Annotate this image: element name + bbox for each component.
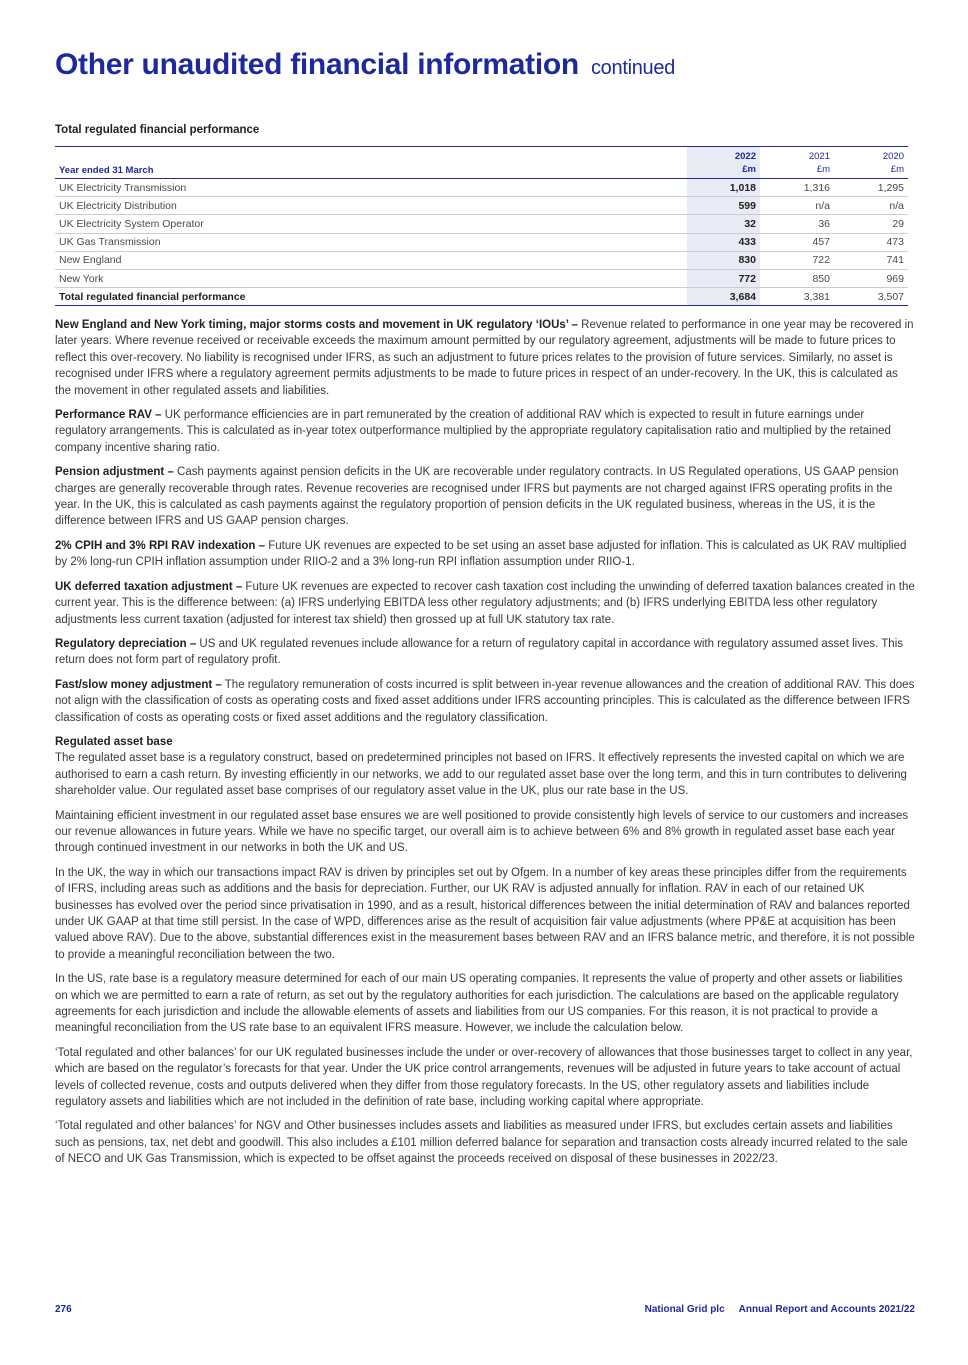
value-2022: 433 [687,233,760,251]
value-2021: 1,316 [760,179,834,197]
footer-right [645,1304,915,1315]
paragraph-heading: Performance RAV – [55,409,162,422]
row-label: New England [55,251,687,269]
paragraph-text: The regulatory remuneration of costs incurred is split between in-year revenue allowances and the creation of additional RAV. This does not align with the classification of costs as operating costs and fixed asset additions under IFRS accounting principles. This is calculated as the difference between IFRS classification of costs as operating costs or fixed asset additions and the regulatory classification. [55,678,915,724]
total-label: Total regulated financial performance [55,288,687,306]
paragraph-text: Revenue related to performance in one year may be recovered in later years. Where revenue received or receivable exceeds the maximum amount permitted by our regulatory agreement, adjustments will be made to future prices to reflect this over-recovery. No liability is recognised under IFRS, as such an adjustment to future prices relates to the provision of future services. Similarly, no asset is recognised under IFRS where a regulatory agreement permits adjustments to be made to future prices in respect of an under-recovery. In the UK, this is calculated as the movement in other regulated assets and liabilities. [55,319,914,397]
rab-paragraph: The regulated asset base is a regulatory construct, based on predetermined principles not based on IFRS. It effectively represents the invested capital on which we are authorised to earn a cash return. By investing efficiently in our networks, we add to our regulated asset base over the long term, and this in turn contributes to delivering shareholder value. Our regulated asset base comprises of our regulatory asset value in the UK, plus our rate base in the US. [55,752,907,798]
column-year: 2022 [734,151,756,162]
row-label: New York [55,269,687,287]
paragraph-heading: 2% CPIH and 3% RPI RAV indexation – [55,539,266,552]
value-2022: 772 [687,269,760,287]
value-2020: 1,295 [834,179,908,197]
value-2021: n/a [760,197,834,215]
paragraph-heading: New England and New York timing, major storms costs and movement in UK regulatory ‘IOUs’ – [55,319,578,331]
rab-paragraph: In the UK, the way in which our transactions impact RAV is driven by principles set out by Ofgem. In a number of key areas these principles differ from the requirements of IFRS, including areas such as additions and the basis for depreciation. Further, our UK RAV is adjusted annually for inflation. RAV in each of our retained UK businesses has evolved over the period since privatisation in 1990, and as a result, historical differences between the initial determination of RAV and balances reported under UK GAAP at that time still persist. In the case of WPD, differences arise as the result of acquisition fair value adjustments (where PP&E at acquisition has been valued above RAV). Due to the above, substantial differences exist in the measurement bases between RAV and an IFRS balance metric, and therefore, it is not possible to provide a meaningful reconciliation between the two. [55,866,915,961]
total-2020: 3,507 [834,288,908,306]
value-2022: 830 [687,251,760,269]
table-row [55,269,908,287]
rab-paragraph: In the US, rate base is a regulatory measure determined for each of our main US operating companies. It represents the value of property and other assets or liabilities on which we are permitted to earn a rate of return, as set out by the regulatory authorities for each jurisdiction. The calculations are based on the applicable regulatory agreements for each jurisdiction and include the allowable elements of assets and liabilities from our US companies. For this reason, it is not practical to provide a meaningful reconciliation from the US rate base to an equivalent IFRS measure. However, we include the calculation below. [55,973,903,1035]
rab-heading: Regulated asset base [55,735,173,748]
column-header-2022 [687,147,760,179]
table-row [55,179,908,197]
paragraph-fast-slow-money [55,677,915,726]
row-label: UK Gas Transmission [55,233,687,251]
value-2021: 36 [760,215,834,233]
value-2020: 969 [834,269,908,287]
paragraph-rav-indexation [55,538,915,571]
value-2020: 473 [834,233,908,251]
paragraph-regulatory-depreciation [55,636,915,669]
column-unit: £m [742,164,756,175]
table-row [55,233,908,251]
value-2020: 741 [834,251,908,269]
total-row [55,288,908,306]
row-header: Year ended 31 March [59,165,154,176]
column-year: 2020 [882,151,904,162]
total-2021: 3,381 [760,288,834,306]
paragraph-text: Cash payments against pension deficits in the UK are recoverable under regulatory contracts. In US Regulated operations, US GAAP pension charges are generally recoverable through rates. Revenue recoveries are recognised under IFRS but payments are not charged against IFRS operating profits in the year. In the UK, this is calculated as cash payments against the regulatory proportion of pension deficits in the UK regulated business, whereas in the US, it is the difference between IFRS and US GAAP pension charges. [55,466,899,528]
column-header-2020 [834,147,908,179]
row-label: UK Electricity Distribution [55,197,687,215]
paragraph-text: Future UK revenues are expected to recover cash taxation cost including the unwinding of deferred taxation balances created in the current year. This is the difference between: (a) IFRS underlying EBITDA less other regulatory adjustments; and (b) IFRS underlying EBITDA less other regulatory adjustments less current taxation (adjusted for interest tax shield) then grossed up at full UK statutory tax rate. [55,580,915,626]
regulated-performance-table [55,146,908,306]
column-year: 2021 [808,151,830,162]
report-name: Annual Report and Accounts 2021/22 [738,1304,915,1315]
total-2022: 3,684 [687,288,760,306]
value-2022: 1,018 [687,179,760,197]
page-title-text: Other unaudited financial information [55,48,579,81]
table-row [55,215,908,233]
page-title [55,48,675,82]
paragraph-heading: Regulatory depreciation – [55,637,197,650]
paragraph-timing [55,317,915,399]
row-label: UK Electricity Transmission [55,179,687,197]
column-header-2021 [760,147,834,179]
paragraph-pension-adjustment [55,464,915,530]
table-title: Total regulated financial performance [55,124,260,136]
paragraph-performance-rav [55,407,915,456]
paragraph-heading: Fast/slow money adjustment – [55,678,222,691]
paragraph-text: UK performance efficiencies are in part remunerated by the creation of additional RAV which is expected to result in future earnings under regulatory arrangements. This is calculated as in-year totex outperformance multiplied by the appropriate regulatory capitalisation ratio and multiplied by the retained company incentive sharing ratio. [55,409,891,454]
paragraph-deferred-tax [55,579,915,628]
body-text [55,317,915,1176]
paragraph-text: Future UK revenues are expected to be set using an asset base adjusted for inflation. This is calculated as UK RAV multiplied by 2% long-run CPIH inflation assumption under RIIO-2 and a 3% long-run RPI inflation assumption under RIIO-1. [55,539,907,569]
rab-paragraph: ‘Total regulated and other balances’ for NGV and Other businesses includes assets and liabilities as measured under IFRS, but excludes certain assets and liabilities such as pensions, tax, net debt and goodwill. This also includes a £101 million deferred balance for separation and transaction costs already incurred related to the sale of NECO and UK Gas Transmission, which is expected to be offset against the proceeds received on disposal of these businesses in 2022/23. [55,1120,908,1166]
rab-paragraph: Maintaining efficient investment in our regulated asset base ensures we are well positioned to provide consistently high levels of service to our customers and increases our revenue allowances in future years. While we have no specific target, our overall aim is to achieve between 6% and 8% growth in regulated asset base each year through continued investment in our networks in both the UK and US. [55,809,909,855]
paragraph-heading: Pension adjustment – [55,466,174,479]
table-row [55,197,908,215]
value-2021: 850 [760,269,834,287]
paragraph-text: US and UK regulated revenues include allowance for a return of regulatory capital in accordance with regulatory assumed asset lives. This return does not form part of regulatory profit. [55,637,904,667]
table-row [55,251,908,269]
value-2022: 32 [687,215,760,233]
table-header-row [55,147,908,179]
value-2020: 29 [834,215,908,233]
rab-paragraph: ‘Total regulated and other balances’ for our UK regulated businesses include the under or over-recovery of allowances that those businesses target to collect in any year, which are based on the regulator’s forecasts for that year. Under the UK price control arrangements, revenues will be adjusted in future years to take account of actual levels of collected revenue, costs and outputs delivered when they differ from those regulatory forecasts. In the US, other regulatory assets and liabilities include regulatory assets and liabilities which are not included in the definition of rate base, including working capital where appropriate. [55,1046,913,1109]
value-2021: 722 [760,251,834,269]
value-2021: 457 [760,233,834,251]
company-name: National Grid plc [644,1304,725,1315]
column-unit: £m [816,164,830,175]
column-unit: £m [890,164,904,175]
value-2022: 599 [687,197,760,215]
value-2020: n/a [834,197,908,215]
page-number: 276 [55,1304,72,1315]
row-label: UK Electricity System Operator [55,215,687,233]
paragraph-heading: UK deferred taxation adjustment – [55,580,243,593]
page-title-continued: continued [590,57,676,79]
